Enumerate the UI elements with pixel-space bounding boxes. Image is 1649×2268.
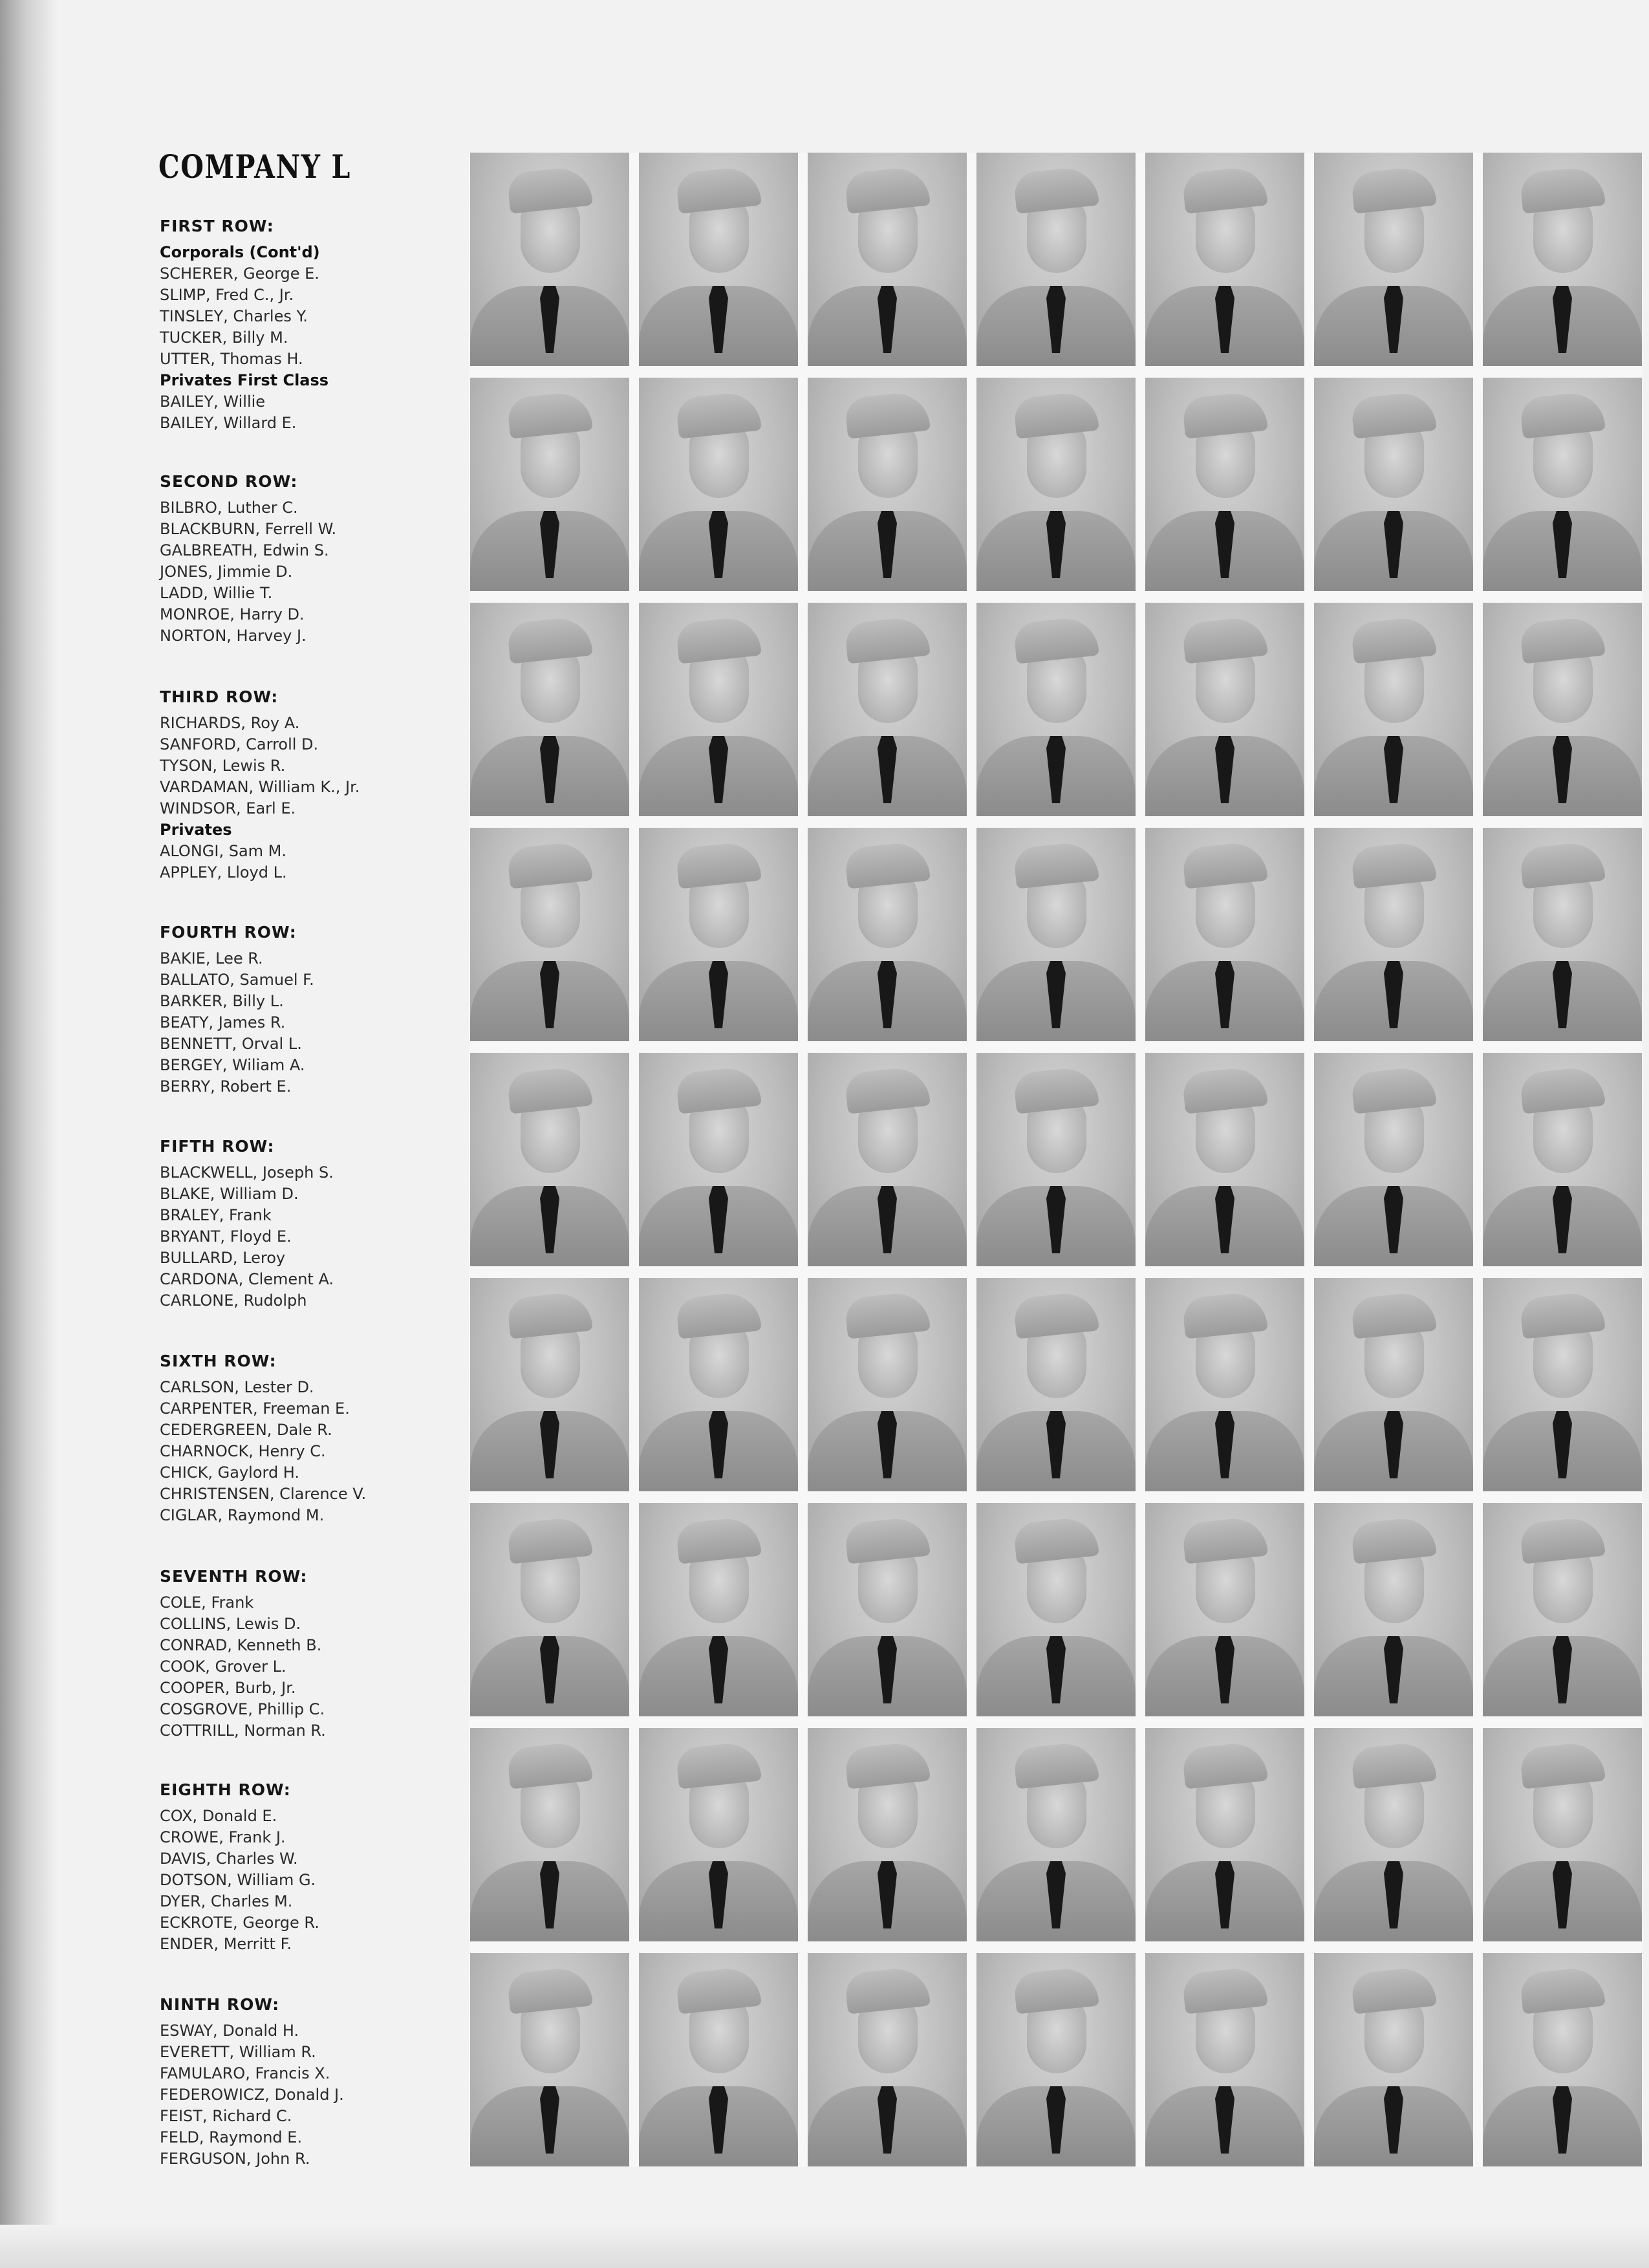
roster-name: BERGEY, Wiliam A. xyxy=(160,1056,305,1074)
portrait-cap xyxy=(675,615,762,664)
portrait-cap xyxy=(506,165,593,213)
soldier-portrait xyxy=(976,1053,1136,1266)
soldier-portrait xyxy=(976,1278,1136,1491)
portrait-cap xyxy=(1350,1065,1437,1114)
roster-name: BARKER, Billy L. xyxy=(160,992,284,1010)
roster-name: CARLSON, Lester D. xyxy=(160,1378,314,1396)
portrait-cap xyxy=(1013,1740,1099,1789)
portrait-cap xyxy=(844,1515,931,1564)
roster-name: WINDSOR, Earl E. xyxy=(160,799,296,817)
roster-name: RICHARDS, Roy A. xyxy=(160,714,300,732)
portrait-cap xyxy=(1013,165,1099,213)
roster-section xyxy=(160,213,457,434)
soldier-portrait xyxy=(808,1278,967,1491)
soldier-portrait xyxy=(639,1278,798,1491)
roster-name: BRYANT, Floyd E. xyxy=(160,1227,292,1246)
soldier-portrait xyxy=(470,1053,629,1266)
soldier-portrait xyxy=(1314,153,1473,366)
roster-name: ECKROTE, George R. xyxy=(160,1914,319,1932)
portrait-cap xyxy=(506,1065,593,1114)
roster-name: COSGROVE, Phillip C. xyxy=(160,1700,325,1718)
soldier-portrait xyxy=(470,1728,629,1941)
roster-name: FELD, Raymond E. xyxy=(160,2128,303,2146)
soldier-portrait xyxy=(808,1728,967,1941)
roster-name: BLACKWELL, Joseph S. xyxy=(160,1163,334,1182)
roster-name: VARDAMAN, William K., Jr. xyxy=(160,778,360,796)
portrait-cap xyxy=(1519,1740,1606,1789)
portrait-cap xyxy=(1350,165,1437,213)
soldier-portrait xyxy=(976,1728,1136,1941)
portrait-cap xyxy=(1181,840,1268,889)
row-heading: EIGHTH ROW: xyxy=(160,1780,291,1799)
roster-name: ALONGI, Sam M. xyxy=(160,842,286,860)
portrait-cap xyxy=(844,1740,931,1789)
roster-name: BAILEY, Willie xyxy=(160,393,266,411)
roster-section xyxy=(160,1134,457,1312)
roster-name: COOPER, Burb, Jr. xyxy=(160,1679,296,1697)
portrait-cap xyxy=(675,1290,762,1339)
portrait-cap xyxy=(1013,1965,1099,2014)
portrait-cap xyxy=(1181,1740,1268,1789)
roster-name: BULLARD, Leroy xyxy=(160,1249,286,1267)
portrait-cap xyxy=(1519,840,1606,889)
portrait-cap xyxy=(844,390,931,438)
rank-subheading: Privates xyxy=(160,821,232,839)
roster-name: EVERETT, William R. xyxy=(160,2043,316,2061)
portrait-cap xyxy=(1181,1965,1268,2014)
roster-name: COOK, Grover L. xyxy=(160,1658,286,1676)
soldier-portrait xyxy=(1483,1953,1642,2166)
roster-name: FEIST, Richard C. xyxy=(160,2107,292,2125)
roster-name: LADD, Willie T. xyxy=(160,584,273,602)
soldier-portrait xyxy=(1483,153,1642,366)
portrait-cap xyxy=(506,840,593,889)
portrait-cap xyxy=(1350,1740,1437,1789)
portrait-cap xyxy=(675,1065,762,1114)
soldier-portrait xyxy=(808,153,967,366)
soldier-portrait xyxy=(1314,1728,1473,1941)
row-heading: SIXTH ROW: xyxy=(160,1352,277,1370)
portrait-cap xyxy=(844,840,931,889)
soldier-portrait xyxy=(1314,1953,1473,2166)
roster-name: NORTON, Harvey J. xyxy=(160,627,307,645)
soldier-portrait xyxy=(639,1503,798,1716)
portrait-cap xyxy=(1519,1515,1606,1564)
roster-section xyxy=(160,1992,457,2170)
roster-name: COTTRILL, Norman R. xyxy=(160,1722,326,1740)
row-heading: NINTH ROW: xyxy=(160,1995,280,2014)
portrait-cap xyxy=(1519,615,1606,664)
soldier-portrait xyxy=(808,828,967,1041)
row-heading: FIRST ROW: xyxy=(160,217,274,235)
roster-name: BALLATO, Samuel F. xyxy=(160,971,314,989)
portrait-cap xyxy=(506,1290,593,1339)
soldier-portrait xyxy=(1483,378,1642,591)
portrait-cap xyxy=(1350,615,1437,664)
roster-name: DYER, Charles M. xyxy=(160,1892,293,1910)
soldier-portrait xyxy=(1314,378,1473,591)
portrait-cap xyxy=(506,1965,593,2014)
roster-name: FEDEROWICZ, Donald J. xyxy=(160,2086,344,2104)
roster-section xyxy=(160,920,457,1097)
roster-name: CARPENTER, Freeman E. xyxy=(160,1399,350,1418)
portrait-cap xyxy=(1519,1065,1606,1114)
roster-name: SLIMP, Fred C., Jr. xyxy=(160,286,294,304)
soldier-portrait xyxy=(976,153,1136,366)
soldier-portrait xyxy=(639,1953,798,2166)
roster-name: COX, Donald E. xyxy=(160,1807,277,1825)
roster-name: BAILEY, Willard E. xyxy=(160,414,297,432)
roster-name: GALBREATH, Edwin S. xyxy=(160,541,329,559)
portrait-cap xyxy=(1013,1515,1099,1564)
roster-name: CHARNOCK, Henry C. xyxy=(160,1442,326,1460)
soldier-portrait xyxy=(1145,1278,1304,1491)
portrait-cap xyxy=(1013,840,1099,889)
portrait-cap xyxy=(1181,1290,1268,1339)
portrait-cap xyxy=(675,1515,762,1564)
roster-name: APPLEY, Lloyd L. xyxy=(160,863,287,881)
soldier-portrait xyxy=(976,603,1136,816)
portrait-cap xyxy=(1350,1290,1437,1339)
soldier-portrait xyxy=(1145,603,1304,816)
portrait-cap xyxy=(844,1290,931,1339)
portrait-cap xyxy=(675,165,762,213)
roster-name: TUCKER, Billy M. xyxy=(160,329,288,347)
soldier-portrait xyxy=(470,1503,629,1716)
soldier-portrait xyxy=(1483,828,1642,1041)
soldier-portrait xyxy=(808,378,967,591)
roster-name: JONES, Jimmie D. xyxy=(160,563,293,581)
soldier-portrait xyxy=(808,603,967,816)
portrait-cap xyxy=(1013,1290,1099,1339)
portrait-cap xyxy=(506,1740,593,1789)
roster-section xyxy=(160,1564,457,1742)
roster-name: COLE, Frank xyxy=(160,1593,254,1612)
soldier-portrait xyxy=(470,603,629,816)
rank-subheading: Privates First Class xyxy=(160,371,329,389)
portrait-cap xyxy=(1350,1515,1437,1564)
roster-section xyxy=(160,469,457,647)
soldier-portrait xyxy=(639,1053,798,1266)
soldier-portrait xyxy=(976,378,1136,591)
roster-name: BAKIE, Lee R. xyxy=(160,949,263,967)
soldier-portrait xyxy=(1314,603,1473,816)
portrait-cap xyxy=(1013,390,1099,438)
portrait-cap xyxy=(506,615,593,664)
portrait-cap xyxy=(1181,615,1268,664)
soldier-portrait xyxy=(1483,603,1642,816)
roster-name: CIGLAR, Raymond M. xyxy=(160,1506,325,1524)
portrait-cap xyxy=(675,1965,762,2014)
roster-name: CHICK, Gaylord H. xyxy=(160,1463,300,1482)
page-binding-shadow xyxy=(0,0,58,2268)
portrait-grid xyxy=(469,153,1643,2167)
soldier-portrait xyxy=(1145,1053,1304,1266)
soldier-portrait xyxy=(1145,1728,1304,1941)
portrait-cap xyxy=(675,390,762,438)
portrait-cap xyxy=(506,390,593,438)
portrait-cap xyxy=(1350,1965,1437,2014)
roster-name: BLACKBURN, Ferrell W. xyxy=(160,520,337,538)
roster-section xyxy=(160,1348,457,1526)
portrait-cap xyxy=(1013,615,1099,664)
soldier-portrait xyxy=(470,1278,629,1491)
roster-name: TYSON, Lewis R. xyxy=(160,757,286,775)
soldier-portrait xyxy=(1314,1278,1473,1491)
roster-name: CROWE, Frank J. xyxy=(160,1828,286,1846)
portrait-cap xyxy=(506,1515,593,1564)
roster-name: DOTSON, William G. xyxy=(160,1871,316,1889)
soldier-portrait xyxy=(976,1953,1136,2166)
soldier-portrait xyxy=(1483,1278,1642,1491)
soldier-portrait xyxy=(1145,828,1304,1041)
roster-name: BERRY, Robert E. xyxy=(160,1077,292,1096)
roster-name: ESWAY, Donald H. xyxy=(160,2022,299,2040)
roster-name: TINSLEY, Charles Y. xyxy=(160,307,308,325)
roster-name: UTTER, Thomas H. xyxy=(160,350,303,368)
soldier-portrait xyxy=(1483,1728,1642,1941)
row-heading: SECOND ROW: xyxy=(160,472,298,491)
roster-name: DAVIS, Charles W. xyxy=(160,1850,298,1868)
soldier-portrait xyxy=(1314,828,1473,1041)
roster-name: CONRAD, Kenneth B. xyxy=(160,1636,322,1654)
soldier-portrait xyxy=(1145,378,1304,591)
soldier-portrait xyxy=(808,1503,967,1716)
portrait-cap xyxy=(1013,1065,1099,1114)
roster-name: CARLONE, Rudolph xyxy=(160,1291,307,1310)
soldier-portrait xyxy=(639,153,798,366)
portrait-cap xyxy=(1181,165,1268,213)
roster-name: MONROE, Harry D. xyxy=(160,605,305,623)
roster-section xyxy=(160,1777,457,1955)
soldier-portrait xyxy=(1483,1053,1642,1266)
roster-name: COLLINS, Lewis D. xyxy=(160,1615,301,1633)
roster-name: FAMULARO, Francis X. xyxy=(160,2064,330,2082)
soldier-portrait xyxy=(639,603,798,816)
portrait-cap xyxy=(1519,1290,1606,1339)
page-bottom-shadow xyxy=(0,2225,1649,2268)
portrait-cap xyxy=(844,615,931,664)
roster-name: CEDERGREEN, Dale R. xyxy=(160,1421,332,1439)
roster-section xyxy=(160,684,457,883)
row-heading: SEVENTH ROW: xyxy=(160,1567,308,1586)
roster-name: BEATY, James R. xyxy=(160,1013,286,1031)
portrait-cap xyxy=(1519,1965,1606,2014)
soldier-portrait xyxy=(1145,1503,1304,1716)
portrait-cap xyxy=(675,1740,762,1789)
portrait-cap xyxy=(1181,1515,1268,1564)
soldier-portrait xyxy=(470,378,629,591)
roster-name: SANFORD, Carroll D. xyxy=(160,735,319,753)
soldier-portrait xyxy=(470,1953,629,2166)
soldier-portrait xyxy=(470,828,629,1041)
page-title: COMPANY L xyxy=(158,147,352,186)
soldier-portrait xyxy=(808,1953,967,2166)
portrait-cap xyxy=(1181,390,1268,438)
roster-name: CHRISTENSEN, Clarence V. xyxy=(160,1485,367,1503)
roster-name: ENDER, Merritt F. xyxy=(160,1935,292,1953)
roster-name: CARDONA, Clement A. xyxy=(160,1270,334,1288)
roster-name: SCHERER, George E. xyxy=(160,265,319,283)
roster-name: BENNETT, Orval L. xyxy=(160,1035,302,1053)
rank-subheading: Corporals (Cont'd) xyxy=(160,243,320,261)
soldier-portrait xyxy=(976,828,1136,1041)
soldier-portrait xyxy=(808,1053,967,1266)
row-heading: FOURTH ROW: xyxy=(160,923,297,942)
soldier-portrait xyxy=(1314,1053,1473,1266)
portrait-cap xyxy=(844,1965,931,2014)
soldier-portrait xyxy=(470,153,629,366)
roster-name: BLAKE, William D. xyxy=(160,1185,299,1203)
portrait-cap xyxy=(675,840,762,889)
roster-name: BRALEY, Frank xyxy=(160,1206,272,1224)
roster-name: FERGUSON, John R. xyxy=(160,2150,310,2168)
portrait-cap xyxy=(844,1065,931,1114)
soldier-portrait xyxy=(1483,1503,1642,1716)
row-heading: FIFTH ROW: xyxy=(160,1137,275,1156)
portrait-cap xyxy=(844,165,931,213)
row-heading: THIRD ROW: xyxy=(160,687,279,706)
portrait-cap xyxy=(1519,165,1606,213)
soldier-portrait xyxy=(976,1503,1136,1716)
portrait-cap xyxy=(1350,840,1437,889)
soldier-portrait xyxy=(639,1728,798,1941)
roster-name: BILBRO, Luther C. xyxy=(160,499,298,517)
portrait-cap xyxy=(1519,390,1606,438)
soldier-portrait xyxy=(1314,1503,1473,1716)
portrait-cap xyxy=(1181,1065,1268,1114)
soldier-portrait xyxy=(639,828,798,1041)
portrait-cap xyxy=(1350,390,1437,438)
soldier-portrait xyxy=(639,378,798,591)
soldier-portrait xyxy=(1145,1953,1304,2166)
soldier-portrait xyxy=(1145,153,1304,366)
